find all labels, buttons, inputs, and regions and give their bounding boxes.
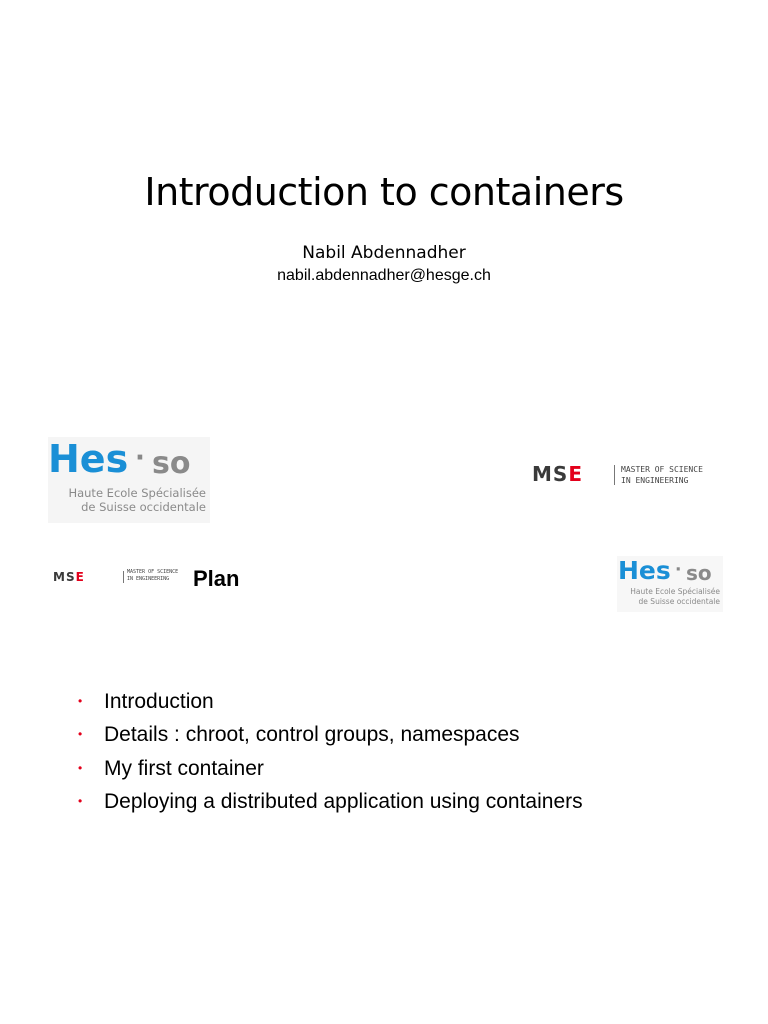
bullet-icon: • bbox=[78, 727, 83, 742]
hes-logo-small-subtitle-1: Haute Ecole Spécialisée bbox=[630, 587, 720, 596]
mse-logo-subtitle-2: IN ENGINEERING bbox=[621, 476, 689, 485]
hes-so-logo-small bbox=[617, 556, 723, 612]
list-item bbox=[78, 690, 583, 723]
list-item bbox=[78, 723, 583, 756]
mse-logo-small-subtitle-1: MASTER OF SCIENCE bbox=[127, 569, 179, 575]
hes-logo-dot: · bbox=[135, 443, 145, 473]
hes-logo-so: so bbox=[152, 446, 191, 481]
hes-so-logo bbox=[48, 437, 210, 523]
bullet-icon: • bbox=[78, 760, 83, 775]
list-item-text: Introduction bbox=[104, 690, 214, 713]
bullet-icon: • bbox=[78, 694, 83, 708]
plan-bullet-list bbox=[78, 690, 583, 823]
list-item bbox=[78, 757, 583, 790]
mse-logo-small-subtitle-2: IN ENGINEERING bbox=[127, 576, 170, 582]
hes-logo-small-so: so bbox=[686, 561, 712, 585]
mse-logo-word: MSE bbox=[532, 462, 583, 486]
mse-logo-small-divider bbox=[123, 571, 124, 583]
list-item bbox=[78, 790, 583, 823]
list-item-text: Deploying a distributed application using containers bbox=[104, 789, 583, 813]
hes-logo-small-subtitle-2: de Suisse occidentale bbox=[638, 597, 720, 606]
hes-logo-small-dot: · bbox=[675, 560, 682, 580]
mse-logo-subtitle-1: MASTER OF SCIENCE bbox=[621, 465, 703, 474]
list-item-text: Details : chroot, control groups, namespaces bbox=[104, 723, 520, 747]
mse-logo-small bbox=[53, 570, 183, 586]
list-item-text: My first container bbox=[104, 756, 264, 780]
bullet-icon: • bbox=[78, 793, 83, 808]
author-email: nabil.abdennadher@hesge.ch bbox=[277, 267, 491, 284]
hes-logo-small-word: Hes bbox=[618, 556, 671, 585]
slide-title: Introduction to containers bbox=[144, 170, 624, 214]
author-name: Nabil Abdennadher bbox=[302, 243, 466, 263]
hes-logo-word: Hes bbox=[48, 437, 129, 481]
mse-logo-divider bbox=[614, 465, 615, 485]
slide-heading-plan: Plan bbox=[193, 566, 240, 591]
hes-logo-subtitle-2: de Suisse occidentale bbox=[81, 500, 206, 514]
mse-logo bbox=[532, 462, 703, 492]
mse-logo-small-word: MSE bbox=[53, 570, 85, 584]
hes-logo-subtitle-1: Haute Ecole Spécialisée bbox=[68, 486, 206, 500]
